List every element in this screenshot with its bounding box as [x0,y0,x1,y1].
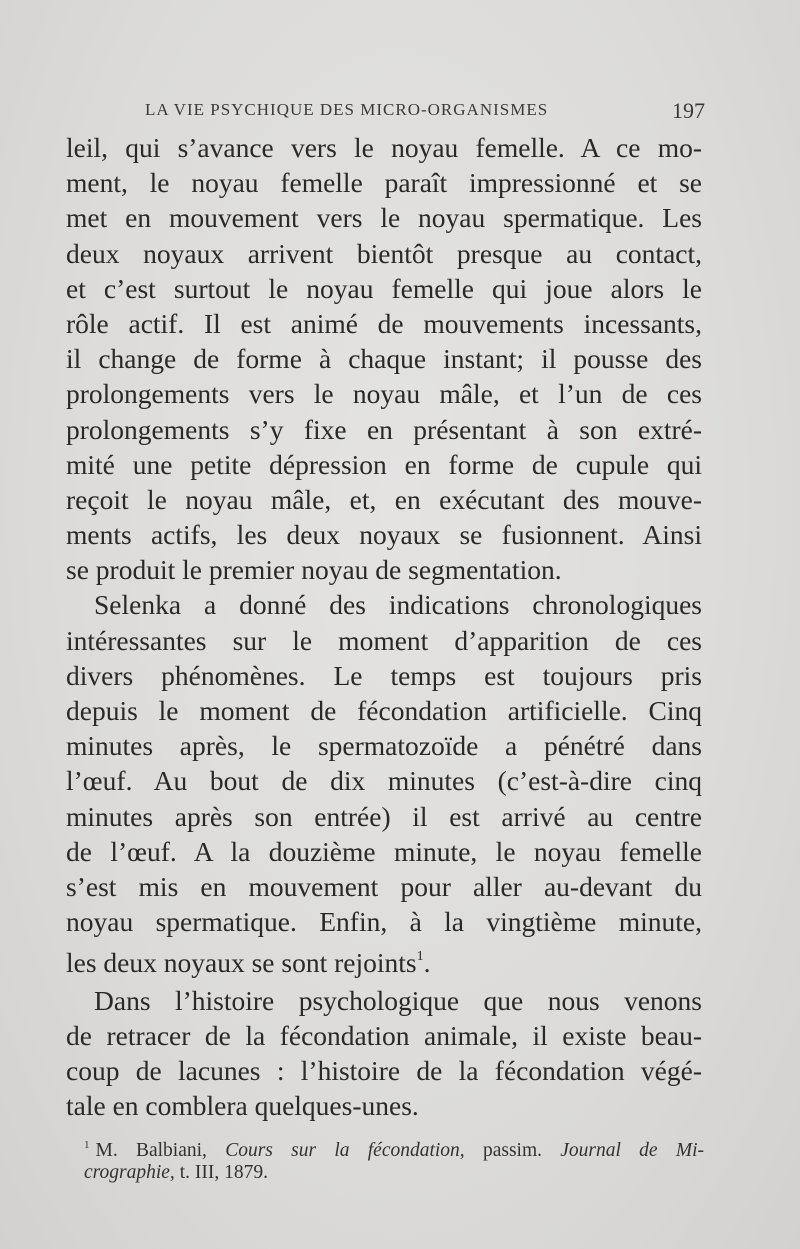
paragraph [66,130,702,587]
text-line: noyau spermatique. Enfin, à la vingtième minute, [66,906,702,938]
text-line: se produit le premier noyau de segmentation. [66,554,562,586]
footnote-ref: t. III, 1879. [179,1162,268,1183]
running-title: LA VIE PSYCHIQUE DES MICRO-ORGANISMES [145,100,549,119]
text-line: divers phénomènes. Le temps est toujours pris [66,659,702,691]
footnote-author: M. Balbiani, [95,1140,207,1161]
text-line: coup de lacunes : l’histoire de la fécondation végé- [66,1054,702,1086]
text-line: mité une petite dépression en forme de cupule qui [66,448,702,480]
text-line: l’œuf. Au bout de dix minutes (c’est-à-dire cinq [66,765,702,797]
text-line: de l’œuf. A la douzième minute, le noyau femelle [66,835,702,867]
footnote-marker: 1 [84,1139,90,1151]
text-line-punct: . [423,947,431,979]
text-line-content: les deux noyaux se sont rejoints [66,947,417,979]
text-line: rôle actif. Il est animé de mouvements incessants, [66,307,702,339]
text-line: de retracer de la fécondation animale, il existe beau- [66,1019,702,1051]
text-line [66,939,702,979]
text-line: et c’est surtout le noyau femelle qui joue alors le [66,272,702,304]
text-line: minutes après son entrée) il est arrivé au centre [66,800,702,832]
text-line: prolongements s’y fixe en présentant à son extré- [66,413,702,445]
footnote-journal: Journal de Mi- [560,1140,705,1161]
text-line: intéressantes sur le moment d’apparition de ces [66,624,702,656]
footnote-reference: 1 [416,949,424,965]
footnote-journal-cont: crographie, [84,1162,175,1183]
text-line: il change de forme à chaque instant; il pousse des [66,343,702,375]
text-line: tale en comblera quelques-unes. [66,1090,419,1122]
text-line: Selenka a donné des indications chronologiques [94,589,702,621]
footnote-title: Cours sur la fécondation, [225,1140,465,1161]
main-text [66,130,702,1123]
text-line: leil, qui s’avance vers le noyau femelle. A ce mo- [66,132,702,163]
text-line: Dans l’histoire psychologique que nous venons [94,984,702,1016]
footnote-passim: passim. [482,1140,542,1161]
running-header [145,98,705,124]
text-line: depuis le moment de fécondation artificielle. Cinq [66,695,702,726]
footnote-line [84,1131,704,1159]
text-line: prolongements vers le noyau mâle, et l’un de ces [66,378,702,410]
page-number: 197 [672,98,705,123]
footnote-line [84,1159,704,1187]
text-line: minutes après, le spermatozoïde a pénétré dans [66,730,702,762]
text-line: s’est mis en mouvement pour aller au-devant du [66,870,702,902]
text-line: met en mouvement vers le noyau spermatique. Les [66,202,702,234]
paragraph [66,587,702,979]
text-line: reçoit le noyau mâle, et, en exécutant des mouve- [66,483,702,515]
text-line: deux noyaux arrivent bientôt presque au contact, [66,237,702,269]
paragraph [66,983,702,1124]
footnote [84,1131,704,1187]
text-line: ment, le noyau femelle paraît impressionné et se [66,167,702,199]
text-line: ments actifs, les deux noyaux se fusionnent. Ainsi [66,519,702,551]
